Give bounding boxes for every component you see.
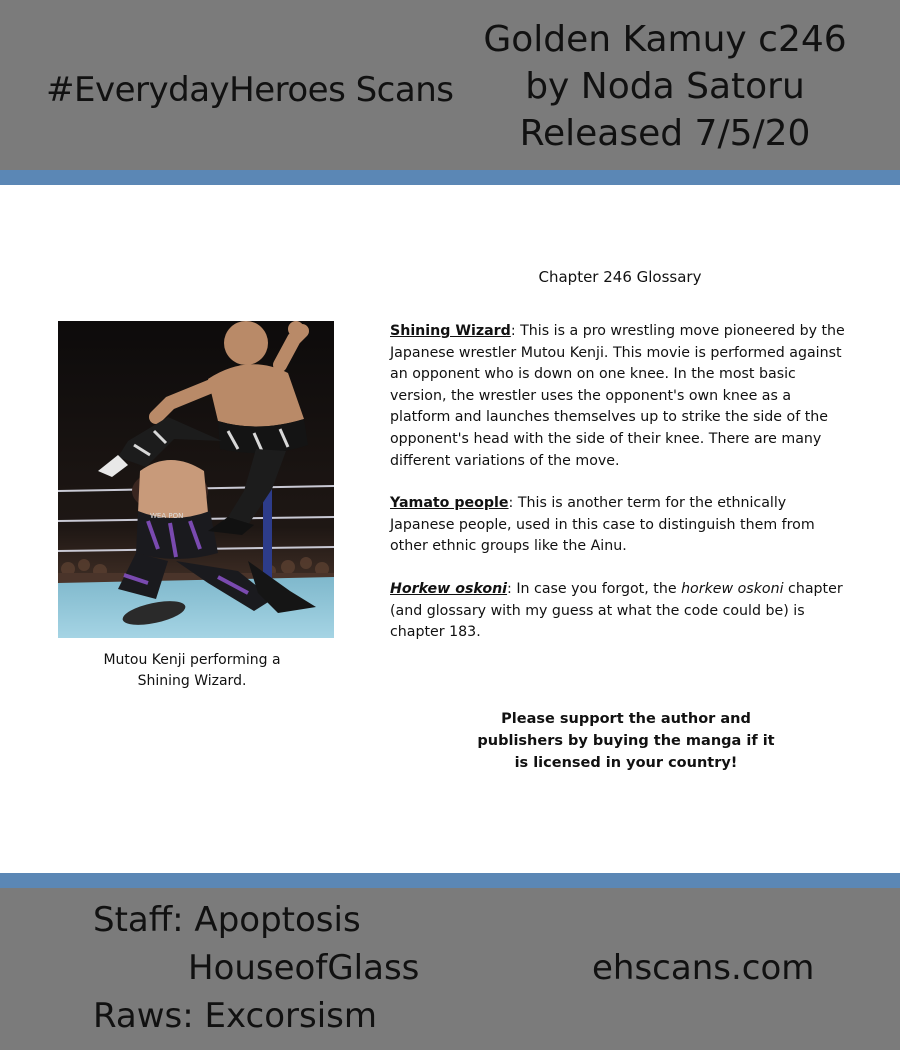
glossary-title: Chapter 246 Glossary	[538, 268, 702, 286]
header-banner	[0, 0, 900, 170]
staff-line-2: HouseofGlass	[188, 948, 420, 988]
author-line: by Noda Satoru	[525, 66, 805, 107]
glossary-definition-part: In case you forgot, the	[516, 581, 682, 597]
top-stripe	[0, 170, 900, 185]
glossary-term: Horkew oskoni	[390, 581, 508, 597]
glossary-separator: :	[508, 495, 518, 511]
staff-line: Staff: Apoptosis	[93, 900, 361, 940]
glossary-separator: :	[507, 581, 517, 597]
glossary-separator: :	[510, 323, 521, 339]
glossary-definition-italic: horkew oskoni	[681, 581, 784, 597]
photo-caption: Mutou Kenji performing a Shining Wizard.	[103, 652, 281, 689]
website-url: ehscans.com	[592, 948, 815, 988]
glossary-definition-part: chapter (and glossary with my guess at what the code could be) is chapter 183.	[390, 581, 843, 641]
glossary-entry-horkew-oskoni	[390, 579, 850, 644]
group-name: #EverydayHeroes Scans	[46, 70, 454, 110]
title-block	[480, 16, 850, 157]
glossary-definition: This is another term for the ethnically Japanese people, used in this case to distinguish them from other ethnic groups like the Ainu.	[390, 495, 815, 555]
glossary-entry-yamato-people	[390, 493, 850, 558]
raws-line: Raws: Excorsism	[93, 996, 377, 1036]
glossary-definition: This is a pro wrestling move pioneered by the Japanese wrestler Mutou Kenji. This movie is performed against an opponent who is down on one knee. In the most basic version, the wrestler uses the opponent's own knee as a platform and launches themselves up to strike the side of the opponent's head with the side of their knee. There are many different variations of the move.	[390, 323, 845, 469]
glossary-term: Yamato people	[390, 495, 509, 511]
release-date: Released 7/5/20	[519, 113, 811, 154]
support-notice: Please support the author and publishers by buying the manga if it is licensed in your country!	[477, 711, 775, 771]
chapter-title: Golden Kamuy c246	[483, 19, 847, 60]
trunks-text: WEA PON	[150, 512, 184, 520]
glossary-entry-shining-wizard	[390, 321, 850, 472]
wrestling-photo	[58, 321, 334, 638]
bottom-stripe	[0, 873, 900, 888]
glossary-term: Shining Wizard	[390, 323, 511, 339]
